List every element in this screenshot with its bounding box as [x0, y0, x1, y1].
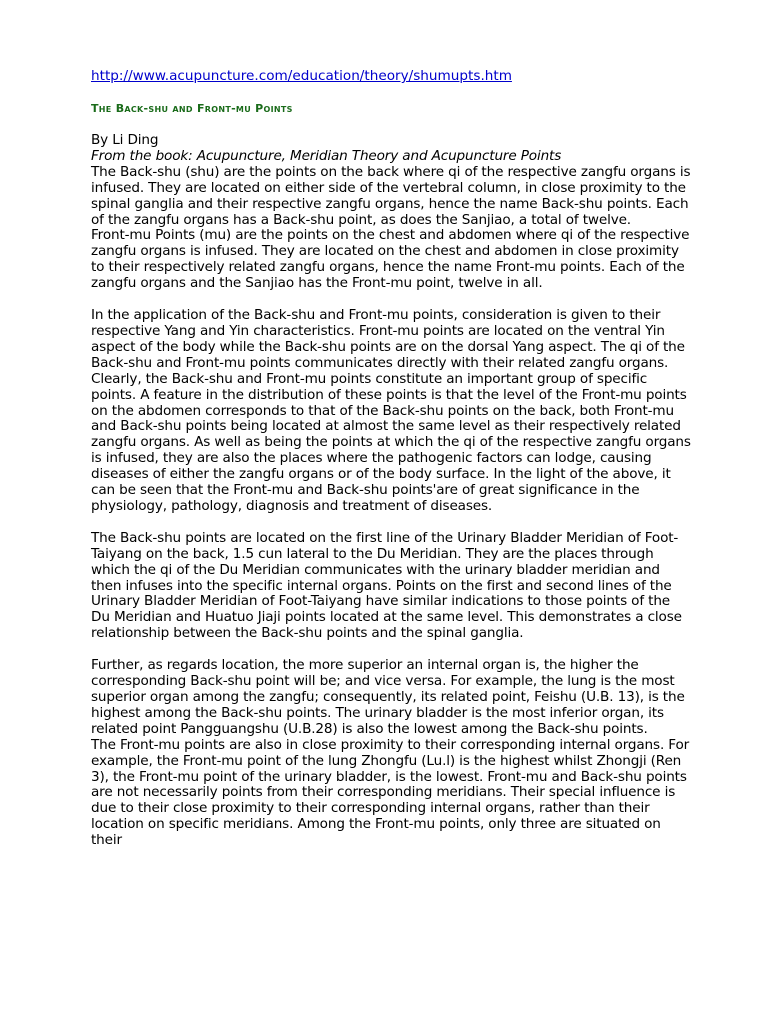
article-text: [91, 133, 691, 849]
source-line: From the book: Acupuncture, Meridian Theory and Acupuncture Points: [91, 147, 562, 164]
author-line: By Li Ding: [91, 132, 159, 148]
paragraph-location: The Back-shu points are located on the first line of the Urinary Bladder Meridian of Foot-Taiyang on the back, 1.5 cun lateral to the Du Meridian. They are the places through which the qi of the Du Meridian communicates with the urinary bladder meridian and then infuses into the specific internal organs. Points on the first and second lines of the Urinary Bladder Meridian of Foot-Taiyang have similar indications to those points of the Du Meridian and Huatuo Jiaji points located at the same level. This demonstrates a close relationship between the Back-shu points and the spinal ganglia.: [91, 529, 682, 642]
paragraph-application: In the application of the Back-shu and Front-mu points, consideration is given to their respective Yang and Yin characteristics. Front-mu points are located on the ventral Yin aspect of the body while the Back-shu points are on the dorsal Yang aspect. The qi of the Back-shu and Front-mu points communicates directly with their related zangfu organs. Clearly, the Back-shu and Front-mu points constitute an important group of specific points. A feature in the distribution of these points is that the level of the Front-mu points on the abdomen corresponds to that of the Back-shu points on the back, both Front-mu and Back-shu points being located at almost the same level as their respectively related zangfu organs. As well as being the points at which the qi of the respective zangfu organs is infused, they are also the places where the pathogenic factors can lodge, causing diseases of either the zangfu organs or of the body surface. In the light of the above, it can be seen that the Front-mu and Back-shu points'are of great significance in the physiology, pathology, diagnosis and treatment of diseases.: [91, 307, 691, 514]
paragraph-front-mu: Front-mu Points (mu) are the points on the chest and abdomen where qi of the respective zangfu organs is infused. They are located on the chest and abdomen in close proximity to their respectively related zangfu organs, hence the name Front-mu points. Each of the zangfu organs and the Sanjiao has the Front-mu point, twelve in all.: [91, 227, 690, 292]
article-title: The Back-shu and Front-mu Points: [91, 102, 293, 115]
paragraph-superior-organ: Further, as regards location, the more superior an internal organ is, the higher the corresponding Back-shu point will be; and vice versa. For example, the lung is the most superior organ among the zangfu; consequently, its related point, Feishu (U.B. 13), is the highest among the Back-shu points. The urinary bladder is the most inferior organ, its related point Pangguangshu (U.B.28) is also the lowest among the Back-shu points.: [91, 657, 685, 737]
source-url-link[interactable]: http://www.acupuncture.com/education/theory/shumupts.htm: [91, 68, 512, 84]
paragraph-front-mu-proximity: The Front-mu points are also in close proximity to their corresponding internal organs. For example, the Front-mu point of the lung Zhongfu (Lu.l) is the highest whilst Zhongji (Ren 3), the Front-mu point of the urinary bladder, is the lowest. Front-mu and Back-shu points are not necessarily points from their corresponding meridians. Their special influence is due to their close proximity to their corresponding internal organs, rather than their location on specific meridians. Among the Front-mu points, only three are situated on their: [91, 736, 690, 849]
paragraph-back-shu: The Back-shu (shu) are the points on the back where qi of the respective zangfu organs is infused. They are located on either side of the vertebral column, in close proximity to the spinal ganglia and their respective zangfu organs, hence the name Back-shu points. Each of the zangfu organs has a Back-shu point, as does the Sanjiao, a total of twelve.: [91, 163, 691, 228]
document-body: [91, 68, 691, 849]
